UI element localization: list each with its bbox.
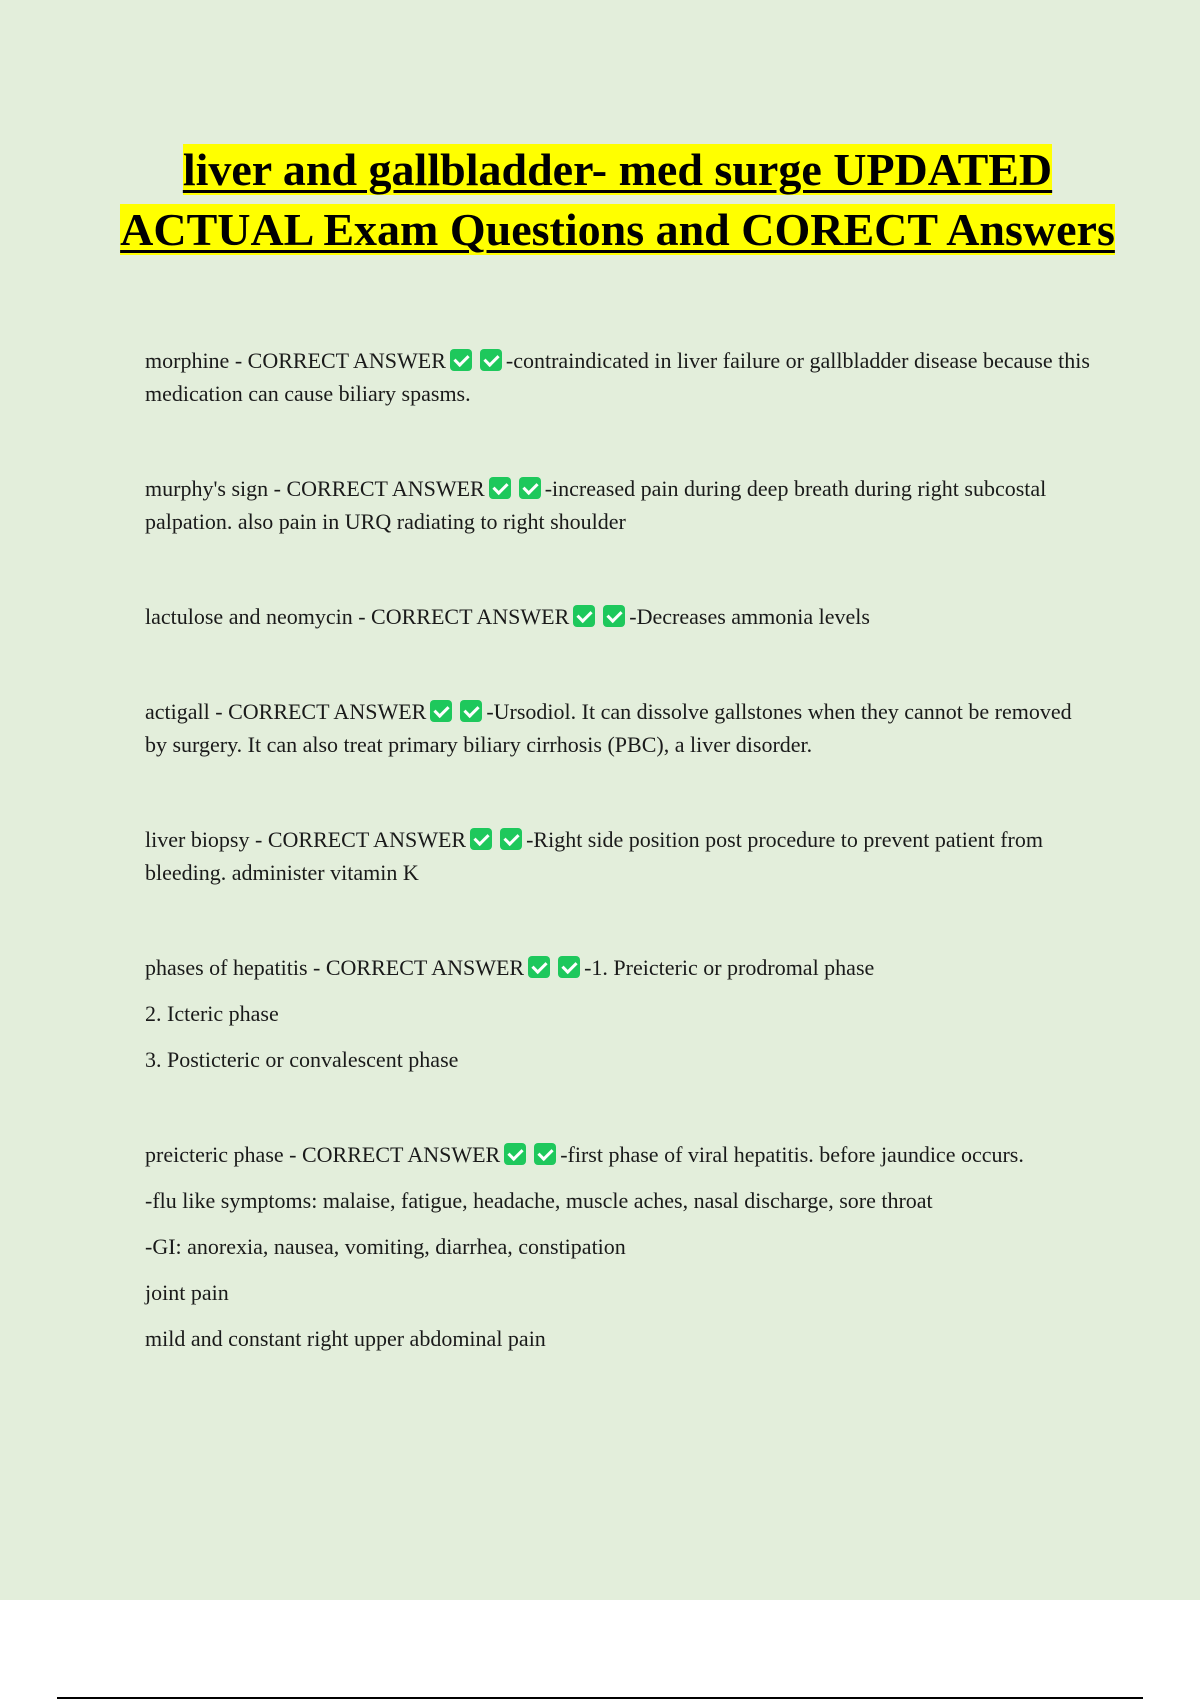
qa-term: actigall - <box>145 699 229 724</box>
qa-entry <box>145 472 1090 538</box>
qa-extra-line: joint pain <box>145 1280 229 1305</box>
check-mark-icon <box>519 477 541 499</box>
check-mark-icon <box>480 349 502 371</box>
check-mark-icon <box>450 349 472 371</box>
correct-answer-label: CORRECT ANSWER <box>267 827 467 852</box>
correct-answer-label: CORRECT ANSWER <box>325 955 525 980</box>
check-mark-icon <box>534 1143 556 1165</box>
qa-extra-line: 3. Posticteric or convalescent phase <box>145 1047 459 1072</box>
qa-extra-line: 2. Icteric phase <box>145 1001 279 1026</box>
check-mark-icon <box>430 700 452 722</box>
correct-answer-label: CORRECT ANSWER <box>301 1142 501 1167</box>
check-mark-icon <box>528 956 550 978</box>
qa-entry <box>145 951 1090 1076</box>
qa-line <box>145 600 1090 633</box>
qa-extra-line: -flu like symptoms: malaise, fatigue, headache, muscle aches, nasal discharge, sore throat <box>145 1188 933 1213</box>
check-mark-icon <box>460 700 482 722</box>
qa-term: phases of hepatitis - <box>145 955 326 980</box>
qa-entry <box>145 344 1090 410</box>
qa-entry <box>145 600 1090 633</box>
qa-answer: -first phase of viral hepatitis. before jaundice occurs. <box>560 1142 1024 1167</box>
qa-answer: -1. Preicteric or prodromal phase <box>584 955 875 980</box>
check-mark-icon <box>573 605 595 627</box>
qa-line <box>145 1138 1090 1171</box>
qa-term: liver biopsy - <box>145 827 268 852</box>
qa-answer: -increased pain during deep breath during right subcostal palpation. also pain in URQ radiating to right shoulder <box>145 476 1047 534</box>
check-mark-icon <box>603 605 625 627</box>
qa-answer: -Right side position post procedure to prevent patient from bleeding. administer vitamin K <box>145 827 1043 885</box>
qa-line <box>145 951 1090 984</box>
qa-entry <box>145 1138 1090 1355</box>
qa-term: murphy's sign - <box>145 476 287 501</box>
qa-term: lactulose and neomycin - <box>145 604 372 629</box>
qa-answer: -Decreases ammonia levels <box>629 604 870 629</box>
correct-answer-label: CORRECT ANSWER <box>247 348 446 373</box>
qa-line <box>145 823 1090 889</box>
check-mark-icon <box>470 828 492 850</box>
qa-extra-line: -GI: anorexia, nausea, vomiting, diarrhea, constipation <box>145 1234 626 1259</box>
check-mark-icon <box>489 477 511 499</box>
qa-list <box>145 344 1090 1355</box>
qa-entry <box>145 695 1090 761</box>
qa-answer: -contraindicated in liver failure or gallbladder disease because this medication can cause biliary spasms. <box>145 348 1090 406</box>
qa-line <box>145 344 1090 410</box>
document-title <box>120 140 1115 260</box>
footer-divider <box>57 1697 1143 1699</box>
document-title-text: liver and gallbladder- med surge UPDATED ACTUAL Exam Questions and CORECT Answers <box>120 144 1115 255</box>
check-mark-icon <box>500 828 522 850</box>
correct-answer-label: CORRECT ANSWER <box>286 476 485 501</box>
qa-entry <box>145 823 1090 889</box>
qa-line <box>145 695 1090 761</box>
qa-answer: -Ursodiol. It can dissolve gallstones when they cannot be removed by surgery. It can also treat primary biliary cirrhosis (PBC), a liver disorder. <box>145 699 1072 757</box>
qa-extra-line: mild and constant right upper abdominal pain <box>145 1326 546 1351</box>
qa-term: morphine - <box>145 348 248 373</box>
check-mark-icon <box>558 956 580 978</box>
qa-line <box>145 472 1090 538</box>
correct-answer-label: CORRECT ANSWER <box>371 604 570 629</box>
correct-answer-label: CORRECT ANSWER <box>228 699 427 724</box>
check-mark-icon <box>504 1143 526 1165</box>
qa-term: preicteric phase - <box>145 1142 302 1167</box>
